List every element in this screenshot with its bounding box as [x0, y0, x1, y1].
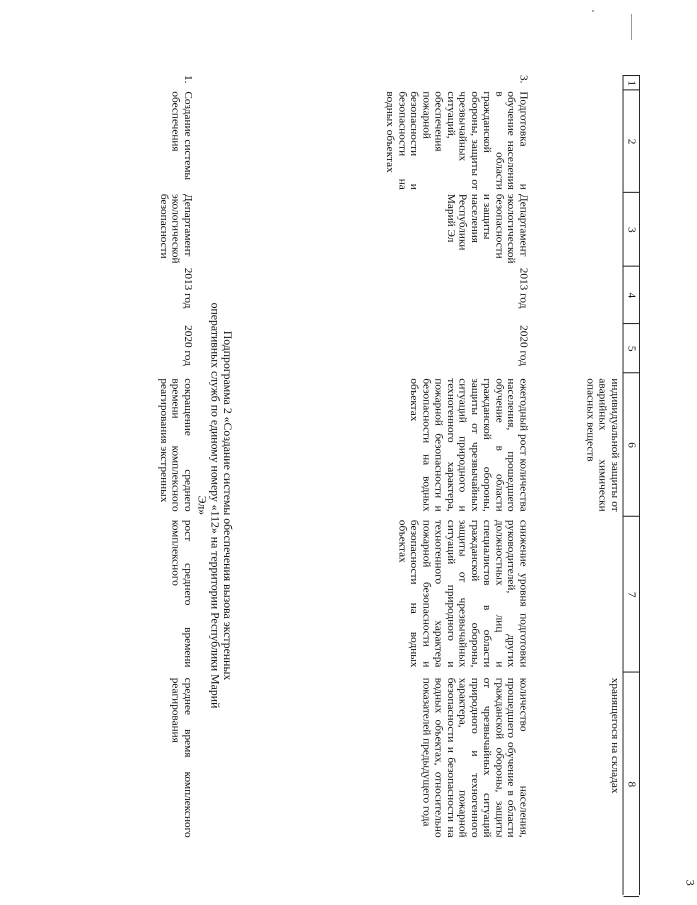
- sub-row1-executor: Департамент экологической безопасности: [157, 193, 194, 264]
- header-col-6: 6: [624, 372, 640, 517]
- header-col-8: 8: [624, 672, 640, 898]
- sub-row1-end: 2020 год: [182, 325, 194, 366]
- header-col-1: 1: [624, 75, 640, 90]
- table-header-row: [623, 75, 640, 895]
- cont-col6: индивидуальной защиты от аварийных химически опасных веществ: [584, 378, 621, 512]
- page-number: 3: [683, 879, 697, 886]
- scan-edge-mark: [631, 14, 632, 40]
- cont-col8: хранящегося на складах: [608, 677, 621, 794]
- row3-executor: Департамент экологической безопасности и защиты населения Республики Марий Эл: [445, 193, 530, 264]
- scan-dot: [592, 10, 594, 12]
- row3-result: ежегодный рост количества населения, прошедшего обучение в области гражданской обороны, защиты от чрезвычайных ситуаций природного и техногенного характера, пожарной безопасности и безопасности на водных объектах: [408, 378, 530, 512]
- sub-row1-name: Создание системы обеспечения: [170, 91, 194, 181]
- subprogram-title: Подпрограмма 2 «Создание системы обеспечения вызова экстренных оперативных служб по единому номеру «112» на территории Республики Марий Эл»: [195, 302, 233, 709]
- sub-row1-start: 2013 год: [182, 267, 194, 309]
- rotated-page-content: [131, 75, 697, 895]
- row3-end: 2020 год: [517, 325, 530, 366]
- row3-consequence: снижение уровня подготовки руководителей, других должностных лиц и специалистов в области гражданской обороны, защиты от чрезвычайных ситуаций природного и техногенного характера пожарной безопасности и безопасности на водных объектах: [396, 519, 530, 668]
- sub-row1-result: сокращение среднего времени комплексного реагирования экстренных: [157, 378, 194, 512]
- row3-start: 2013 год: [517, 267, 530, 309]
- row3-indicator: количество населения, прошедшего обучение в области гражданской обороны, защиты от чрезвычайных ситуаций природного и техногенного характера, пожарной безопасности и безопасности на водных объектах, относительно показателей предыдущего года: [420, 677, 530, 838]
- header-col-4: 4: [624, 266, 640, 324]
- sub-row1-indicator: среднее время комплексного реагирования: [170, 677, 194, 838]
- row3-number: 3.: [517, 75, 530, 84]
- row3-name: Подготовка и обучение населения в области гражданской обороны, защиты от чрезвычайных ситуаций, обеспечения пожарной безопасности и безопасности на водных объектах: [384, 91, 530, 190]
- header-col-2: 2: [624, 89, 640, 193]
- sub-row1-number: 1.: [182, 75, 194, 84]
- header-col-7: 7: [624, 516, 640, 673]
- sub-row1-consequence: рост среднего времени комплексного: [170, 519, 194, 668]
- header-col-5: 5: [624, 323, 640, 373]
- header-col-3: 3: [624, 192, 640, 267]
